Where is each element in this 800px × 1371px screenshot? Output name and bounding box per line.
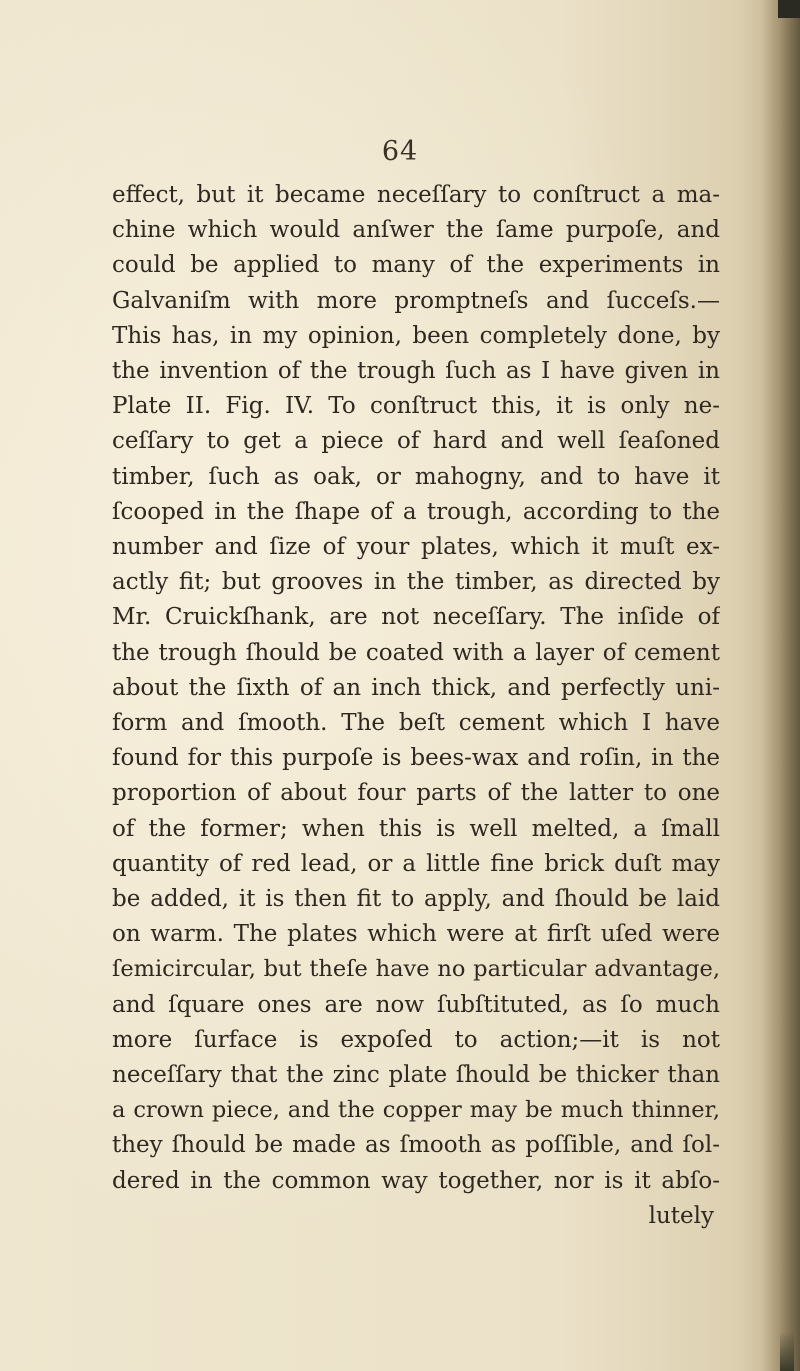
text-line: Mr. Cruickſhank, are not neceſſary. The inſide of <box>112 604 720 631</box>
text-line: and ſquare ones are now ſubſtituted, as ſo much <box>112 991 720 1018</box>
text-line: on warm. The plates which were at firſt uſed were <box>112 921 720 948</box>
text-line: of the former; when this is well melted, a ſmall <box>112 815 720 842</box>
text-line: ſemicircular, but theſe have no particular advantage, <box>112 956 720 983</box>
text-line: form and ſmooth. The beſt cement which I have <box>112 710 720 737</box>
catchword: lutely <box>648 1202 714 1229</box>
text-line: actly fit; but grooves in the timber, as directed by <box>112 569 720 596</box>
text-line: the trough ſhould be coated with a layer of cement <box>112 639 720 666</box>
text-line: timber, ſuch as oak, or mahogny, and to have it <box>112 463 720 490</box>
text-line: effect, but it became neceſſary to conſtruct a ma- <box>112 182 720 208</box>
text-line: neceſſary that the zinc plate ſhould be thicker than <box>112 1062 720 1089</box>
corner-mark <box>778 0 800 18</box>
text-line: Plate II. Fig. IV. To conſtruct this, it is only ne- <box>112 393 720 420</box>
text-line: a crown piece, and the copper may be much thinner, <box>112 1097 720 1124</box>
text-line: found for this purpoſe is bees-wax and roſin, in the <box>112 745 720 772</box>
text-line: ceſſary to get a piece of hard and well ſeaſoned <box>112 428 720 455</box>
text-line: quantity of red lead, or a little fine brick duſt may <box>112 850 720 877</box>
page-number: 64 <box>381 136 419 167</box>
text-line: they ſhould be made as ſmooth as poſſible, and ſol- <box>112 1132 720 1159</box>
text-line: chine which would anſwer the ſame purpoſe, and <box>112 217 720 244</box>
body-text <box>112 178 720 1234</box>
text-line: This has, in my opinion, been completely done, by <box>112 322 720 349</box>
text-line: could be applied to many of the experiments in <box>112 252 720 279</box>
text-line: more ſurface is expoſed to action;—it is not <box>112 1026 720 1053</box>
bottom-edge-mark <box>780 1331 794 1371</box>
text-line: Galvaniſm with more promptneſs and ſucceſs.— <box>112 287 720 314</box>
text-line: number and ſize of your plates, which it muſt ex- <box>112 534 720 561</box>
text-line: dered in the common way together, nor is it abſo- <box>112 1167 720 1194</box>
text-line: proportion of about four parts of the latter to one <box>112 780 720 807</box>
text-line: about the ſixth of an inch thick, and perfectly uni- <box>112 674 720 701</box>
text-line: be added, it is then fit to apply, and ſhould be laid <box>112 886 720 913</box>
text-line: the invention of the trough ſuch as I have given in <box>112 358 720 385</box>
text-line: ſcooped in the ſhape of a trough, according to the <box>112 498 720 525</box>
page-edge-shadow <box>762 0 800 1371</box>
